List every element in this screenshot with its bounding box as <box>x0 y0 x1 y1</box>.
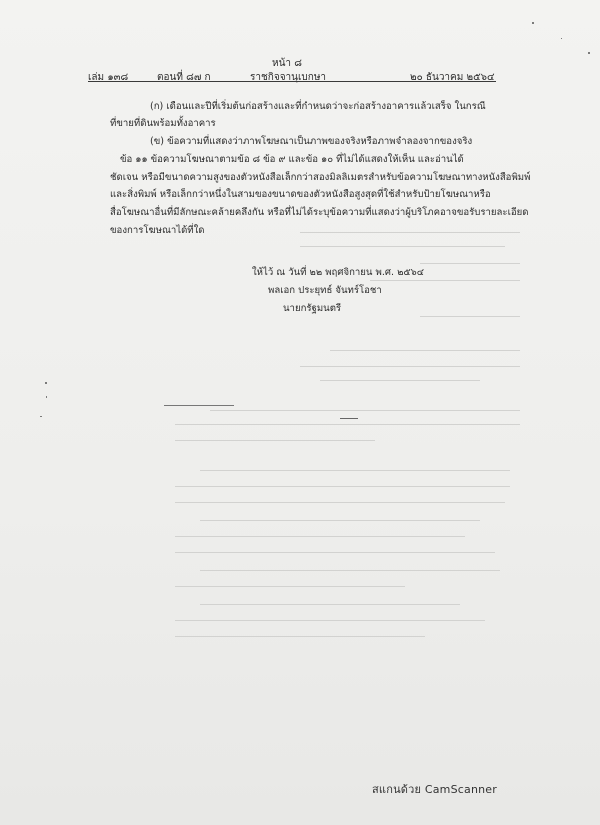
header-rule <box>88 81 496 82</box>
scanner-watermark: สแกนด้วย CamScanner <box>372 783 497 796</box>
gazette-date: ๒๐ ธันวาคม ๒๕๖๔ <box>410 72 495 83</box>
page-number: หน้า ๘ <box>272 58 302 69</box>
signatory-title: นายกรัฐมนตรี <box>283 303 342 314</box>
signatory-name: พลเอก ประยุทธ์ จันทร์โอชา <box>268 285 382 296</box>
gazette-volume: เล่ม ๑๓๘ <box>88 72 129 83</box>
body-line: (ข) ข้อความที่แสดงว่าภาพโฆษณาเป็นภาพของจริงหรือภาพจำลองจากของจริง <box>150 136 473 147</box>
gazette-title: ราชกิจจานุเบกษา <box>250 72 327 83</box>
body-line: สื่อโฆษณาอื่นที่มีลักษณะคล้ายคลึงกัน หรือที่ไม่ได้ระบุข้อความที่แสดงว่าผู้บริโภคอาจขอรับรายละเอียด <box>110 207 529 218</box>
body-line: ข้อ ๑๑ ข้อความโฆษณาตามข้อ ๘ ข้อ ๙ และข้อ ๑๐ ที่ไม่ได้แสดงให้เห็น และอ่านได้ <box>120 154 464 165</box>
signature-date: ให้ไว้ ณ วันที่ ๒๒ พฤศจิกายน พ.ศ. ๒๕๖๔ <box>252 267 425 278</box>
body-line: (ก) เดือนและปีที่เริ่มต้นก่อสร้างและที่กำหนดว่าจะก่อสร้างอาคารแล้วเสร็จ ในกรณี <box>150 101 486 112</box>
body-line: และสิ่งพิมพ์ หรือเล็กกว่าหนึ่งในสามของขนาดของตัวหนังสือสูงสุดที่ใช้สำหรับป้ายโฆษณาหรือ <box>110 189 491 200</box>
body-line: ที่ขายที่ดินพร้อมทั้งอาคาร <box>110 118 216 129</box>
body-line: ชัดเจน หรือมีขนาดความสูงของตัวหนังสือเล็กกว่าสองมิลลิเมตรสำหรับข้อความโฆษณาทางหนังสือพิมพ์ <box>110 172 531 183</box>
body-line: ของการโฆษณาได้ที่ใด <box>110 225 205 236</box>
gazette-issue: ตอนที่ ๘๗ ก <box>157 72 211 83</box>
